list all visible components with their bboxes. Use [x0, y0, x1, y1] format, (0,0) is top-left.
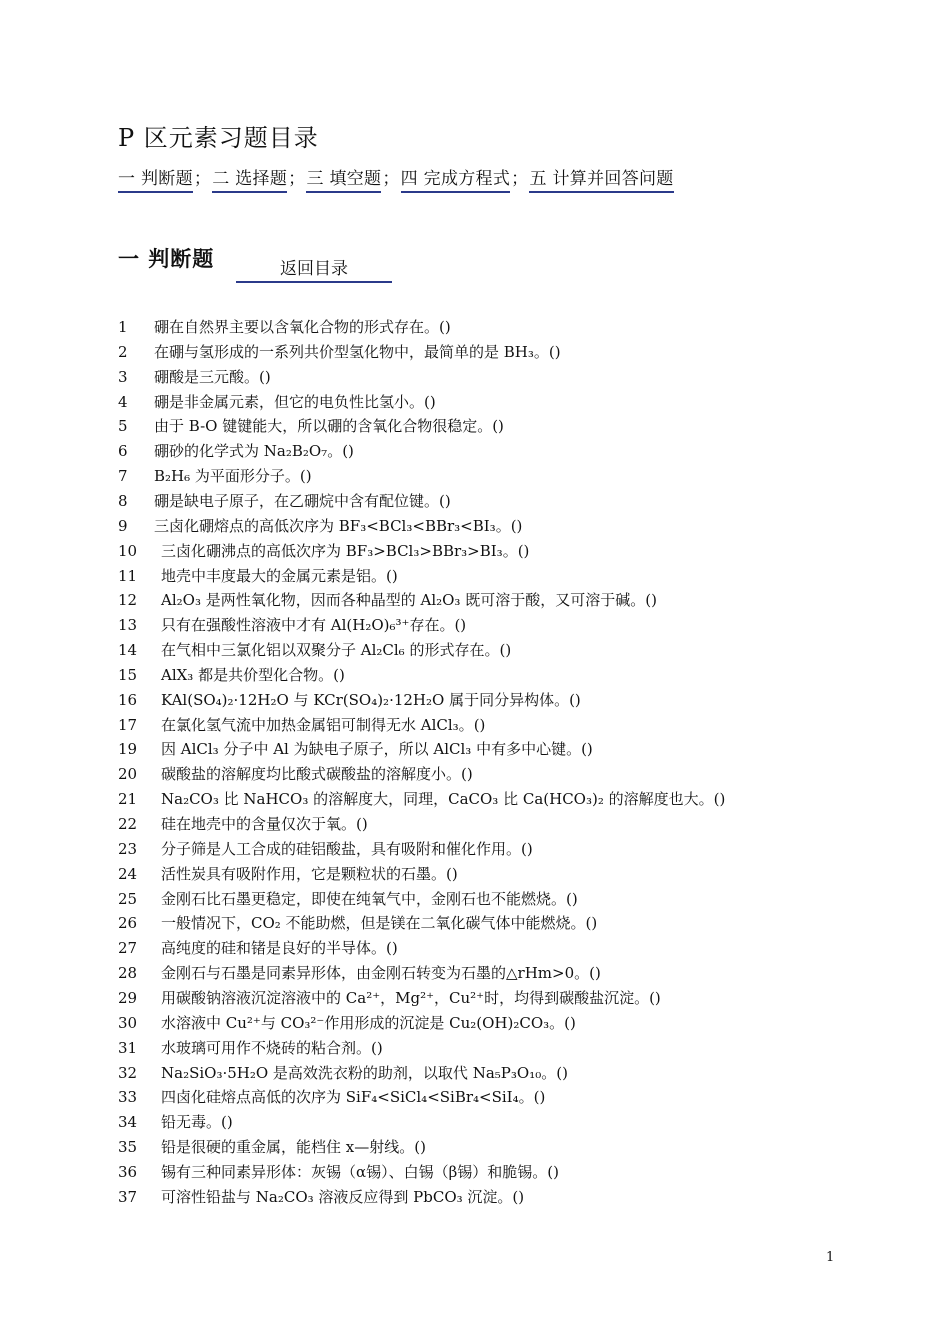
question-item	[118, 591, 838, 609]
question-text: 三卤化硼沸点的高低次序为 BF₃>BCl₃>BBr₃>BI₃。()	[161, 542, 530, 560]
question-text: 分子筛是人工合成的硅铝酸盐，具有吸附和催化作用。()	[161, 840, 533, 858]
question-text: 水溶液中 Cu²⁺与 CO₃²⁻作用形成的沉淀是 Cu₂(OH)₂CO₃。()	[161, 1014, 576, 1032]
question-item	[118, 318, 838, 336]
question-item	[118, 865, 838, 883]
question-text: 三卤化硼熔点的高低次序为 BF₃<BCl₃<BBr₃<BI₃。()	[154, 517, 523, 535]
question-text: 活性炭具有吸附作用，它是颗粒状的石墨。()	[161, 865, 458, 883]
question-item	[118, 716, 838, 734]
question-text: 可溶性铅盐与 Na₂CO₃ 溶液反应得到 PbCO₃ 沉淀。()	[161, 1188, 525, 1206]
toc-link-fill-in[interactable]: 三 填空题	[306, 169, 381, 193]
question-item	[118, 740, 838, 758]
page-title: P 区元素习题目录	[118, 124, 319, 152]
question-item	[118, 1138, 838, 1156]
question-number: 14	[118, 641, 138, 659]
question-text: 水玻璃可用作不烧砖的粘合剂。()	[161, 1039, 383, 1057]
question-number: 10	[118, 542, 138, 560]
question-item	[118, 1188, 838, 1206]
question-item	[118, 840, 838, 858]
question-item	[118, 616, 838, 634]
question-text: 金刚石比石墨更稳定，即使在纯氧气中，金刚石也不能燃烧。()	[161, 890, 578, 908]
question-number: 19	[118, 740, 138, 758]
question-item	[118, 417, 838, 435]
question-item	[118, 1064, 838, 1082]
toc-link-equations[interactable]: 四 完成方程式	[401, 169, 511, 193]
question-item	[118, 890, 838, 908]
toc-link-calculation[interactable]: 五 计算并回答问题	[529, 169, 673, 193]
question-text: B₂H₆ 为平面形分子。()	[154, 467, 312, 485]
question-item	[118, 343, 838, 361]
question-text: 四卤化硅熔点高低的次序为 SiF₄<SiCl₄<SiBr₄<SiI₄。()	[161, 1088, 546, 1106]
question-number: 27	[118, 939, 138, 957]
question-number: 32	[118, 1064, 138, 1082]
question-text: 硼是非金属元素，但它的电负性比氢小。()	[154, 393, 436, 411]
question-item	[118, 815, 838, 833]
question-item	[118, 567, 838, 585]
question-number: 28	[118, 964, 138, 982]
toc-link-multiple-choice[interactable]: 二 选择题	[212, 169, 287, 193]
question-text: 铅是很硬的重金属，能档住 x—射线。()	[161, 1138, 426, 1156]
question-number: 33	[118, 1088, 138, 1106]
section-heading: 一 判断题	[118, 247, 215, 271]
toc-separator: ；	[288, 169, 306, 189]
question-number: 30	[118, 1014, 138, 1032]
question-item	[118, 939, 838, 957]
question-number: 13	[118, 616, 138, 634]
question-item	[118, 492, 838, 510]
question-text: KAl(SO₄)₂·12H₂O 与 KCr(SO₄)₂·12H₂O 属于同分异构体。()	[161, 691, 581, 709]
question-number: 15	[118, 666, 138, 684]
question-text: 铅无毒。()	[161, 1113, 233, 1131]
question-text: 一般情况下，CO₂ 不能助燃，但是镁在二氧化碳气体中能燃烧。()	[161, 914, 598, 932]
question-number: 26	[118, 914, 138, 932]
question-text: 高纯度的硅和锗是良好的半导体。()	[161, 939, 398, 957]
question-number: 8	[118, 492, 128, 510]
question-item	[118, 1014, 838, 1032]
question-text: 在硼与氢形成的一系列共价型氢化物中，最简单的是 BH₃。()	[154, 343, 561, 361]
question-item	[118, 1039, 838, 1057]
question-text: 硼砂的化学式为 Na₂B₂O₇。()	[154, 442, 354, 460]
question-number: 11	[118, 567, 138, 585]
question-text: 只有在强酸性溶液中才有 Al(H₂O)₆³⁺存在。()	[161, 616, 467, 634]
question-number: 34	[118, 1113, 138, 1131]
question-number: 36	[118, 1163, 138, 1181]
question-text: 因 AlCl₃ 分子中 Al 为缺电子原子，所以 AlCl₃ 中有多中心键。()	[161, 740, 593, 758]
question-number: 29	[118, 989, 138, 1007]
question-text: Na₂CO₃ 比 NaHCO₃ 的溶解度大，同理，CaCO₃ 比 Ca(HCO₃)₂ 的溶解度也大。()	[161, 790, 726, 808]
question-item	[118, 666, 838, 684]
question-text: 由于 B-O 键键能大，所以硼的含氧化合物很稳定。()	[154, 417, 504, 435]
table-of-contents	[118, 164, 758, 189]
question-text: Al₂O₃ 是两性氧化物，因而各种晶型的 Al₂O₃ 既可溶于酸，又可溶于碱。()	[161, 591, 657, 609]
question-text: 在氯化氢气流中加热金属铝可制得无水 AlCl₃。()	[161, 716, 486, 734]
question-number: 20	[118, 765, 138, 783]
question-number: 2	[118, 343, 128, 361]
question-item	[118, 1088, 838, 1106]
question-number: 12	[118, 591, 138, 609]
question-text: 硅在地壳中的含量仅次于氧。()	[161, 815, 368, 833]
question-number: 25	[118, 890, 138, 908]
toc-separator: ；	[382, 169, 400, 189]
question-item	[118, 641, 838, 659]
question-item	[118, 368, 838, 386]
toc-separator: ；	[511, 169, 529, 189]
question-item	[118, 691, 838, 709]
question-item	[118, 393, 838, 411]
question-number: 24	[118, 865, 138, 883]
question-text: 碳酸盐的溶解度均比酸式碳酸盐的溶解度小。()	[161, 765, 473, 783]
question-text: 硼是缺电子原子，在乙硼烷中含有配位键。()	[154, 492, 451, 510]
question-item	[118, 790, 838, 808]
question-number: 23	[118, 840, 138, 858]
toc-separator: ；	[193, 169, 212, 189]
question-text: 锡有三种同素异形体：灰锡（α锡）、白锡（β锡）和脆锡。()	[161, 1163, 560, 1181]
question-text: Na₂SiO₃·5H₂O 是高效洗衣粉的助剂，以取代 Na₅P₃O₁₀。()	[161, 1064, 568, 1082]
question-item	[118, 442, 838, 460]
question-text: 金刚石与石墨是同素异形体，由金刚石转变为石墨的△rHm>0。()	[161, 964, 601, 982]
question-item	[118, 765, 838, 783]
question-number: 4	[118, 393, 128, 411]
question-number: 3	[118, 368, 128, 386]
question-number: 35	[118, 1138, 138, 1156]
question-item	[118, 467, 838, 485]
question-item	[118, 1163, 838, 1181]
question-text: 地壳中丰度最大的金属元素是铝。()	[161, 567, 398, 585]
question-number: 31	[118, 1039, 138, 1057]
question-number: 21	[118, 790, 138, 808]
question-item	[118, 964, 838, 982]
question-item	[118, 517, 838, 535]
question-text: 在气相中三氯化铝以双聚分子 Al₂Cl₆ 的形式存在。()	[161, 641, 512, 659]
question-text: 用碳酸钠溶液沉淀溶液中的 Ca²⁺，Mg²⁺，Cu²⁺时，均得到碳酸盐沉淀。()	[161, 989, 661, 1007]
question-text: 硼在自然界主要以含氧化合物的形式存在。()	[154, 318, 451, 336]
page-number: 1	[826, 1250, 835, 1265]
question-number: 1	[118, 318, 128, 336]
question-text: AlX₃ 都是共价型化合物。()	[161, 666, 345, 684]
question-number: 17	[118, 716, 138, 734]
question-number: 6	[118, 442, 128, 460]
question-item	[118, 542, 838, 560]
back-to-toc-link[interactable]: 返回目录	[236, 254, 392, 283]
question-number: 37	[118, 1188, 138, 1206]
question-item	[118, 989, 838, 1007]
question-number: 22	[118, 815, 138, 833]
question-number: 9	[118, 517, 128, 535]
question-number: 5	[118, 417, 128, 435]
question-text: 硼酸是三元酸。()	[154, 368, 271, 386]
question-item	[118, 1113, 838, 1131]
toc-link-judgment[interactable]: 一 判断题	[118, 169, 193, 193]
question-item	[118, 914, 838, 932]
question-number: 7	[118, 467, 128, 485]
question-number: 16	[118, 691, 138, 709]
